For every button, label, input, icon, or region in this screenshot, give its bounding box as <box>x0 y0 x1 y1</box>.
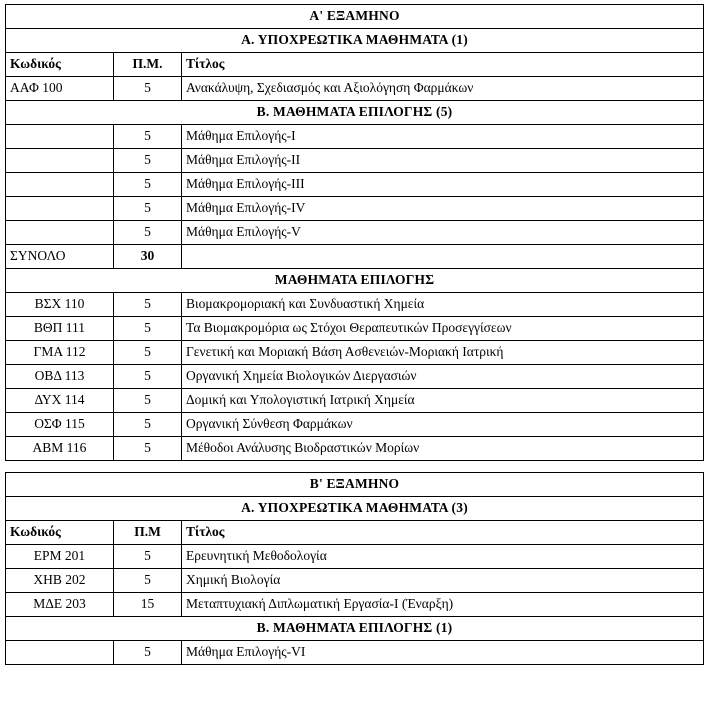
section-heading: Α. ΥΠΟΧΡΕΩΤΙΚΑ ΜΑΘΗΜΑΤΑ (3) <box>6 497 704 521</box>
course-row <box>6 317 704 341</box>
course-title: Μάθημα Επιλογής-Ι <box>182 125 704 149</box>
total-credits: 30 <box>114 245 182 269</box>
course-credits: 5 <box>114 149 182 173</box>
course-row <box>6 593 704 617</box>
section-heading-row <box>6 473 704 497</box>
course-title: Γενετική και Μοριακή Βάση Ασθενειών-Μοριακή Ιατρική <box>182 341 704 365</box>
course-code: ΒΘΠ 111 <box>6 317 114 341</box>
course-code: ΑΒΜ 116 <box>6 437 114 461</box>
column-header-code: Κωδικός <box>6 521 114 545</box>
section-heading: Α. ΥΠΟΧΡΕΩΤΙΚΑ ΜΑΘΗΜΑΤΑ (1) <box>6 29 704 53</box>
course-credits: 5 <box>114 389 182 413</box>
course-row <box>6 77 704 101</box>
course-row <box>6 545 704 569</box>
total-title-blank <box>182 245 704 269</box>
total-label: ΣΥΝΟΛΟ <box>6 245 114 269</box>
course-title: Οργανική Χημεία Βιολογικών Διεργασιών <box>182 365 704 389</box>
course-code: ΔΥΧ 114 <box>6 389 114 413</box>
course-credits: 5 <box>114 221 182 245</box>
course-row <box>6 365 704 389</box>
course-title: Ανακάλυψη, Σχεδιασμός και Αξιολόγηση Φαρμάκων <box>182 77 704 101</box>
table-semester-b <box>5 472 704 665</box>
section-heading-row <box>6 29 704 53</box>
course-credits: 5 <box>114 569 182 593</box>
column-header-credits: Π.Μ. <box>114 53 182 77</box>
course-code <box>6 173 114 197</box>
course-code: ΓΜΑ 112 <box>6 341 114 365</box>
course-code: ΑΑΦ 100 <box>6 77 114 101</box>
course-code <box>6 221 114 245</box>
total-row <box>6 245 704 269</box>
section-heading: Β. ΜΑΘΗΜΑΤΑ ΕΠΙΛΟΓΗΣ (1) <box>6 617 704 641</box>
course-row <box>6 293 704 317</box>
section-heading-row <box>6 5 704 29</box>
course-title: Οργανική Σύνθεση Φαρμάκων <box>182 413 704 437</box>
course-row <box>6 389 704 413</box>
course-credits: 5 <box>114 545 182 569</box>
section-heading-row <box>6 497 704 521</box>
course-row <box>6 173 704 197</box>
course-row <box>6 149 704 173</box>
course-title: Βιομακρομοριακή και Συνδυαστική Χημεία <box>182 293 704 317</box>
section-heading-row <box>6 617 704 641</box>
column-header-row <box>6 53 704 77</box>
table-semester-a <box>5 4 704 461</box>
column-header-row <box>6 521 704 545</box>
section-heading-row <box>6 269 704 293</box>
course-row <box>6 125 704 149</box>
course-code <box>6 149 114 173</box>
course-credits: 5 <box>114 77 182 101</box>
course-title: Ερευνητική Μεθοδολογία <box>182 545 704 569</box>
section-heading-row <box>6 101 704 125</box>
course-credits: 5 <box>114 641 182 665</box>
course-title: Χημική Βιολογία <box>182 569 704 593</box>
course-title: Μάθημα Επιλογής-ΙΙΙ <box>182 173 704 197</box>
course-credits: 5 <box>114 437 182 461</box>
course-credits: 5 <box>114 197 182 221</box>
course-row <box>6 197 704 221</box>
section-heading: ΜΑΘΗΜΑΤΑ ΕΠΙΛΟΓΗΣ <box>6 269 704 293</box>
course-code: ΜΔΕ 203 <box>6 593 114 617</box>
section-heading: Β' ΕΞΑΜΗΝΟ <box>6 473 704 497</box>
course-credits: 5 <box>114 317 182 341</box>
course-credits: 5 <box>114 365 182 389</box>
section-heading: Α' ΕΞΑΜΗΝΟ <box>6 5 704 29</box>
course-title: Μάθημα Επιλογής-VΙ <box>182 641 704 665</box>
course-title: Μεταπτυχιακή Διπλωματική Εργασία-Ι (Έναρξη) <box>182 593 704 617</box>
course-title: Τα Βιομακρομόρια ως Στόχοι Θεραπευτικών Προσεγγίσεων <box>182 317 704 341</box>
course-credits: 5 <box>114 341 182 365</box>
course-row <box>6 221 704 245</box>
course-code: ΟΣΦ 115 <box>6 413 114 437</box>
course-row <box>6 569 704 593</box>
table-gap <box>5 461 703 472</box>
column-header-credits: Π.Μ <box>114 521 182 545</box>
course-row <box>6 641 704 665</box>
course-row <box>6 341 704 365</box>
course-credits: 5 <box>114 173 182 197</box>
course-title: Δομική και Υπολογιστική Ιατρική Χημεία <box>182 389 704 413</box>
section-heading: Β. ΜΑΘΗΜΑΤΑ ΕΠΙΛΟΓΗΣ (5) <box>6 101 704 125</box>
course-credits: 5 <box>114 125 182 149</box>
course-credits: 5 <box>114 293 182 317</box>
course-code: ΟΒΔ 113 <box>6 365 114 389</box>
course-title: Μέθοδοι Ανάλυσης Βιοδραστικών Μορίων <box>182 437 704 461</box>
course-code: ΒΣΧ 110 <box>6 293 114 317</box>
course-code: ΕΡΜ 201 <box>6 545 114 569</box>
course-title: Μάθημα Επιλογής-ΙV <box>182 197 704 221</box>
course-row <box>6 413 704 437</box>
course-row <box>6 437 704 461</box>
course-credits: 5 <box>114 413 182 437</box>
column-header-title: Τίτλος <box>182 53 704 77</box>
course-code <box>6 197 114 221</box>
course-credits: 15 <box>114 593 182 617</box>
course-code <box>6 125 114 149</box>
course-code <box>6 641 114 665</box>
course-title: Μάθημα Επιλογής-V <box>182 221 704 245</box>
course-code: ΧΗΒ 202 <box>6 569 114 593</box>
column-header-code: Κωδικός <box>6 53 114 77</box>
column-header-title: Τίτλος <box>182 521 704 545</box>
course-schedule-tables <box>5 4 703 665</box>
course-title: Μάθημα Επιλογής-ΙΙ <box>182 149 704 173</box>
